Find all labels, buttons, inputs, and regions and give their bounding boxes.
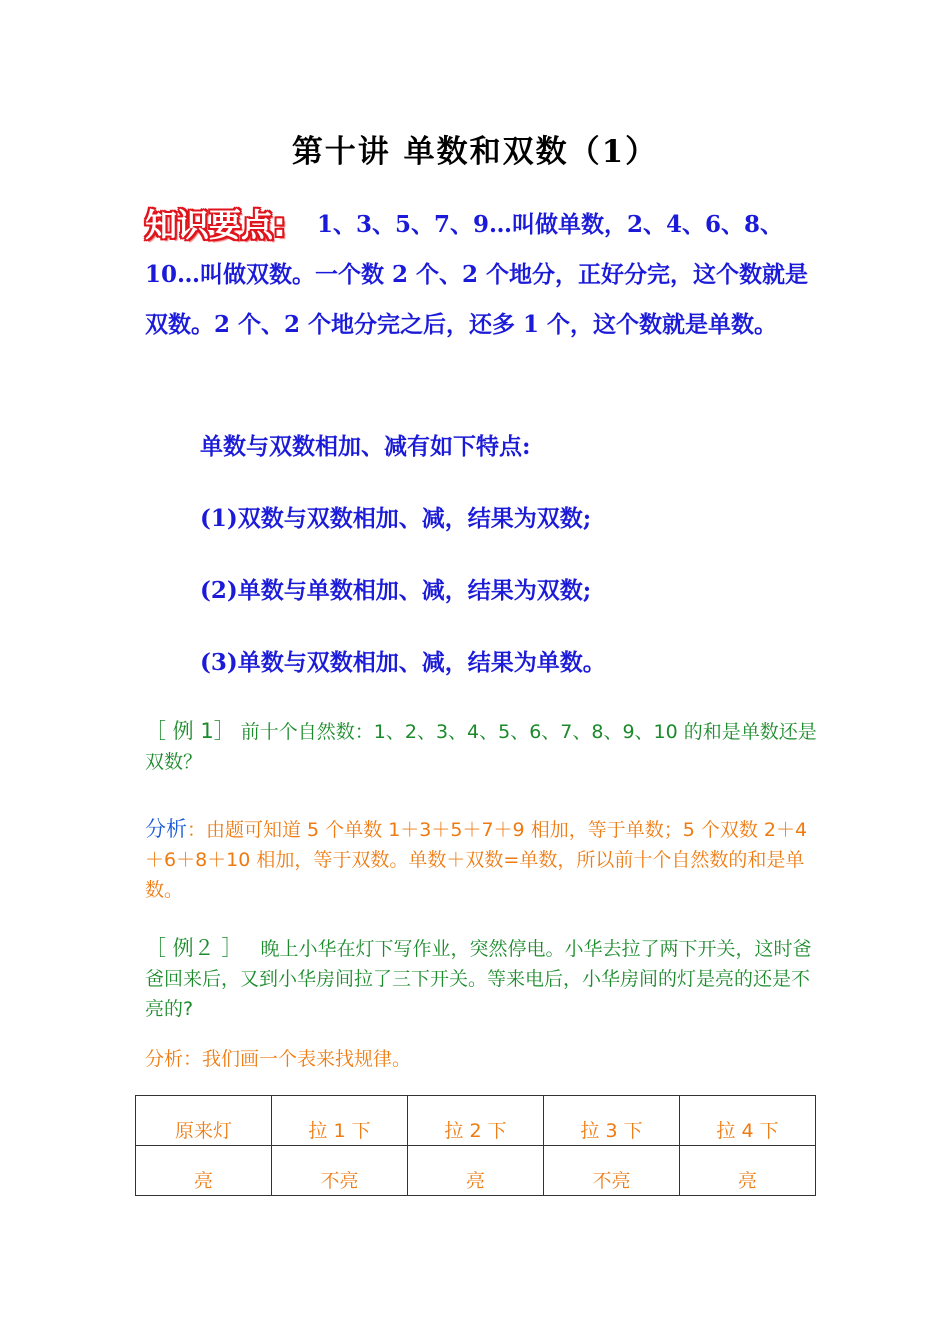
- knowledge-points-label: 知识要点:: [145, 206, 286, 244]
- table-row: [136, 1146, 816, 1196]
- analysis-1: [145, 814, 825, 905]
- example-1: [145, 716, 825, 777]
- table-cell: 亮: [408, 1146, 544, 1196]
- table-header-cell: 拉 3 下: [544, 1096, 680, 1146]
- analysis-2: 分析：我们画一个表来找规律。: [145, 1048, 412, 1070]
- lesson-title: 第十讲 单数和双数（1）: [291, 134, 659, 170]
- example-2-text: 晚上小华在灯下写作业，突然停电。小华去拉了两下开关，这时爸爸回来后，又到小华房间拉了三下开关。等来电后，小华房间的灯是亮的还是不亮的?: [145, 938, 812, 1020]
- table-header-cell: 拉 4 下: [680, 1096, 816, 1146]
- analysis-1-text: ：由题可知道 5 个单数 1＋3＋5＋7＋9 相加，等于单数；5 个双数 2＋4＋6＋8＋10 相加，等于双数。单数＋双数=单数，所以前十个自然数的和是单数。: [145, 819, 808, 901]
- table-cell: 亮: [136, 1146, 272, 1196]
- table-cell: 不亮: [544, 1146, 680, 1196]
- features-intro: 单数与双数相加、减有如下特点:: [200, 433, 531, 460]
- example-1-tag: ［ 例 1］: [145, 719, 235, 743]
- knowledge-points-heading-row: [145, 200, 825, 246]
- example-2-tag: ［ 例２ ］: [145, 936, 243, 960]
- feature-item-3: (3)单数与双数相加、减，结果为单数。: [200, 649, 606, 676]
- table-header-cell: 拉 2 下: [408, 1096, 544, 1146]
- feature-item-1: (1)双数与双数相加、减，结果为双数;: [200, 505, 592, 532]
- light-switch-table: [135, 1095, 816, 1196]
- table-cell: 亮: [680, 1146, 816, 1196]
- knowledge-points-text: 1、3、5、7、9…叫做单数，2、4、6、8、10…叫做双数。一个数 2 个、2 个地分，正好分完，这个数就是双数。2 个、2 个地分完之后，还多 1 个，这个数就是单数。: [145, 211, 809, 338]
- feature-item-2: (2)单数与单数相加、减，结果为双数;: [200, 577, 592, 604]
- table-header-cell: 拉 1 下: [272, 1096, 408, 1146]
- table-cell: 不亮: [272, 1146, 408, 1196]
- example-1-text: 前十个自然数：1、2、3、4、5、6、7、8、9、10 的和是单数还是双数？: [145, 721, 817, 773]
- table-header-cell: 原来灯: [136, 1096, 272, 1146]
- analysis-1-label: 分析: [145, 817, 187, 841]
- example-2: [145, 933, 825, 1024]
- table-header-row: [136, 1096, 816, 1146]
